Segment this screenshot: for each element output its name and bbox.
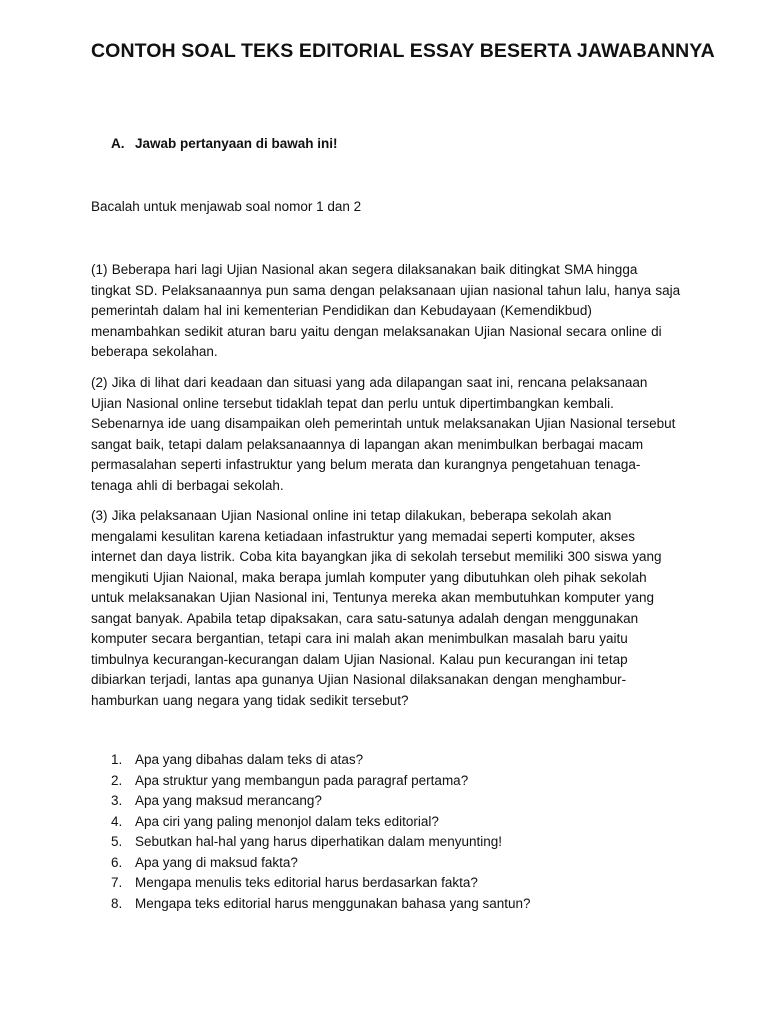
section-label: Jawab pertanyaan di bawah ini! bbox=[135, 136, 338, 151]
question-number: 7. bbox=[111, 875, 123, 890]
question-number: 6. bbox=[111, 854, 123, 870]
question-text: Sebutkan hal-hal yang harus diperhatikan dalam menyunting! bbox=[135, 834, 502, 849]
question-item bbox=[111, 853, 531, 874]
question-list bbox=[111, 750, 531, 914]
question-number: 1. bbox=[111, 752, 123, 767]
question-item bbox=[111, 894, 531, 915]
question-text: Apa ciri yang paling menonjol dalam teks editorial? bbox=[135, 813, 439, 829]
question-text: Apa yang dibahas dalam teks di atas? bbox=[135, 752, 364, 767]
paragraph-1: (1) Beberapa hari lagi Ujian Nasional akan segera dilaksanakan baik ditingkat SMA hingga tingkat SD. Pelaksanaannya pun sama dengan pelaksanaan ujian nasional tahun lalu, hanya saja pemerintah dalam hal ini kementerian Pendidikan dan Kebudayaan (Kemendikbud) menambahkan sedikit aturan baru yaitu dengan melaksanakan Ujian Nasional secara online di beberapa sekolahan. bbox=[91, 262, 681, 359]
question-item bbox=[111, 812, 531, 833]
question-text: Apa yang maksud merancang? bbox=[135, 793, 322, 808]
question-text: Mengapa teks editorial harus menggunakan bahasa yang santun? bbox=[135, 895, 531, 911]
question-text: Apa yang di maksud fakta? bbox=[135, 854, 298, 870]
section-heading bbox=[111, 136, 338, 151]
question-item bbox=[111, 791, 531, 812]
question-item bbox=[111, 873, 531, 894]
question-number: 5. bbox=[111, 834, 123, 849]
reading-instruction: Bacalah untuk menjawab soal nomor 1 dan 2 bbox=[91, 199, 362, 214]
paragraph-3: (3) Jika pelaksanaan Ujian Nasional online ini tetap dilakukan, beberapa sekolah akan mengalami kesulitan karena ketiadaan infastruktur yang memadai seperti komputer, akses internet dan daya listrik. Coba kita bayangkan jika di sekolah tersebut memiliki 300 siswa yang mengikuti Ujian Naional, maka berapa jumlah komputer yang dibutuhkan oleh pihak sekolah untuk melaksanakan Ujian Nasional ini, Tentunya mereka akan membutuhkan komputer yang sangat banyak. Apabila tetap dipaksakan, cara satu-satunya adalah dengan menggunakan komputer secara bergantian, tetapi cara ini malah akan menimbulkan masalah baru yaitu timbulnya kecurangan-kecurangan dalam Ujian Nasional. Kalau pun kecurangan ini tetap dibiarkan terjadi, lantas apa gunanya Ujian Nasional dilaksanakan dengan menghambur-hamburkan uang negara yang tidak sedikit tersebut? bbox=[91, 508, 662, 708]
question-number: 8. bbox=[111, 895, 123, 911]
question-number: 2. bbox=[111, 772, 123, 788]
question-item bbox=[111, 832, 531, 853]
question-number: 4. bbox=[111, 813, 123, 829]
question-item bbox=[111, 750, 531, 771]
section-letter: A. bbox=[111, 136, 125, 151]
document-title: CONTOH SOAL TEKS EDITORIAL ESSAY BESERTA JAWABANNYA bbox=[91, 40, 715, 62]
question-text: Mengapa menulis teks editorial harus berdasarkan fakta? bbox=[135, 875, 478, 890]
question-number: 3. bbox=[111, 793, 123, 808]
question-text: Apa struktur yang membangun pada paragraf pertama? bbox=[135, 772, 469, 788]
paragraph-2: (2) Jika di lihat dari keadaan dan situasi yang ada dilapangan saat ini, rencana pelaksanaan Ujian Nasional online tersebut tidaklah tepat dan perlu untuk dipertimbangkan kembali. Sebenarnya ide uang disampaikan oleh pemerintah untuk melaksanakan Ujian Nasional tersebut sangat baik, tetapi dalam pelaksanaannya di lapangan akan menimbulkan berbagai macam permasalahan seperti infastruktur yang belum merata dan kurangnya pengetahuan tenaga-tenaga ahli di berbagai sekolah. bbox=[91, 375, 676, 493]
question-item bbox=[111, 771, 531, 792]
